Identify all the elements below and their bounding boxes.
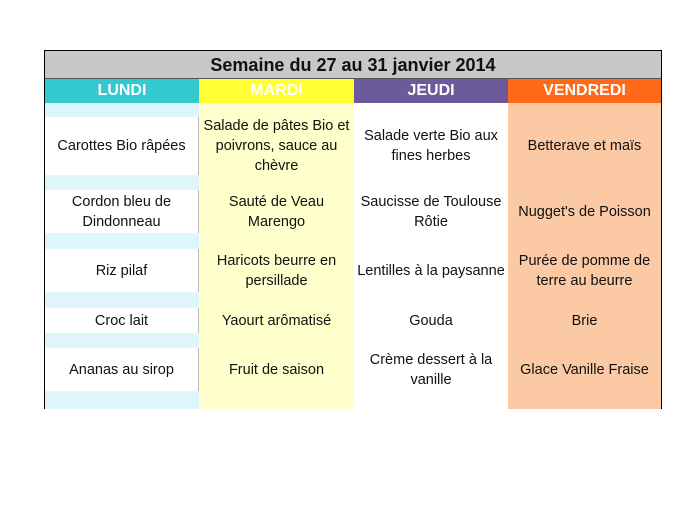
spacer-cell	[45, 175, 199, 190]
spacer-cell	[45, 233, 199, 249]
spacer-cell	[354, 175, 508, 190]
menu-cell-vendredi-entree: Betterave et maïs	[508, 117, 661, 175]
spacer-cell	[354, 103, 508, 117]
menu-table	[44, 50, 662, 409]
menu-cell-vendredi-laitage: Brie	[508, 308, 661, 333]
menu-cell-jeudi-laitage: Gouda	[354, 308, 508, 333]
spacer-cell	[199, 292, 354, 308]
menu-cell-mardi-accompagnement: Haricots beurre en persillade	[199, 249, 354, 292]
menu-cell-mardi-plat: Sauté de Veau Marengo	[199, 190, 354, 233]
menu-cell-mardi-entree: Salade de pâtes Bio et poivrons, sauce au chèvre	[199, 117, 354, 175]
menu-cell-jeudi-accompagnement: Lentilles à la paysanne	[354, 249, 508, 292]
spacer-cell	[199, 233, 354, 249]
spacer-cell	[199, 391, 354, 409]
spacer-cell	[45, 333, 199, 348]
header-vendredi: VENDREDI	[508, 79, 661, 103]
menu-cell-lundi-plat: Cordon bleu de Dindonneau	[45, 190, 199, 233]
spacer-cell	[354, 233, 508, 249]
menu-cell-lundi-laitage: Croc lait	[45, 308, 199, 333]
spacer-cell	[199, 103, 354, 117]
spacer-cell	[45, 391, 199, 409]
spacer-cell	[199, 333, 354, 348]
header-lundi: LUNDI	[45, 79, 199, 103]
spacer-cell	[508, 233, 661, 249]
menu-cell-jeudi-dessert: Crème dessert à la vanille	[354, 348, 508, 391]
spacer-cell	[199, 175, 354, 190]
menu-cell-mardi-dessert: Fruit de saison	[199, 348, 354, 391]
menu-cell-vendredi-accompagnement: Purée de pomme de terre au beurre	[508, 249, 661, 292]
week-title: Semaine du 27 au 31 janvier 2014	[45, 51, 661, 79]
spacer-cell	[508, 292, 661, 308]
menu-cell-lundi-entree: Carottes Bio râpées	[45, 117, 199, 175]
spacer-cell	[354, 391, 508, 409]
menu-cell-vendredi-plat: Nugget's de Poisson	[508, 190, 661, 233]
menu-cell-mardi-laitage: Yaourt arômatisé	[199, 308, 354, 333]
header-mardi: MARDI	[199, 79, 354, 103]
menu-cell-lundi-accompagnement: Riz pilaf	[45, 249, 199, 292]
menu-cell-vendredi-dessert: Glace Vanille Fraise	[508, 348, 661, 391]
spacer-cell	[354, 292, 508, 308]
menu-cell-lundi-dessert: Ananas au sirop	[45, 348, 199, 391]
spacer-cell	[508, 103, 661, 117]
spacer-cell	[508, 333, 661, 348]
menu-cell-jeudi-plat: Saucisse de Toulouse Rôtie	[354, 190, 508, 233]
spacer-cell	[45, 103, 199, 117]
spacer-cell	[508, 391, 661, 409]
spacer-cell	[45, 292, 199, 308]
spacer-cell	[508, 175, 661, 190]
spacer-cell	[354, 333, 508, 348]
menu-cell-jeudi-entree: Salade verte Bio aux fines herbes	[354, 117, 508, 175]
header-jeudi: JEUDI	[354, 79, 508, 103]
